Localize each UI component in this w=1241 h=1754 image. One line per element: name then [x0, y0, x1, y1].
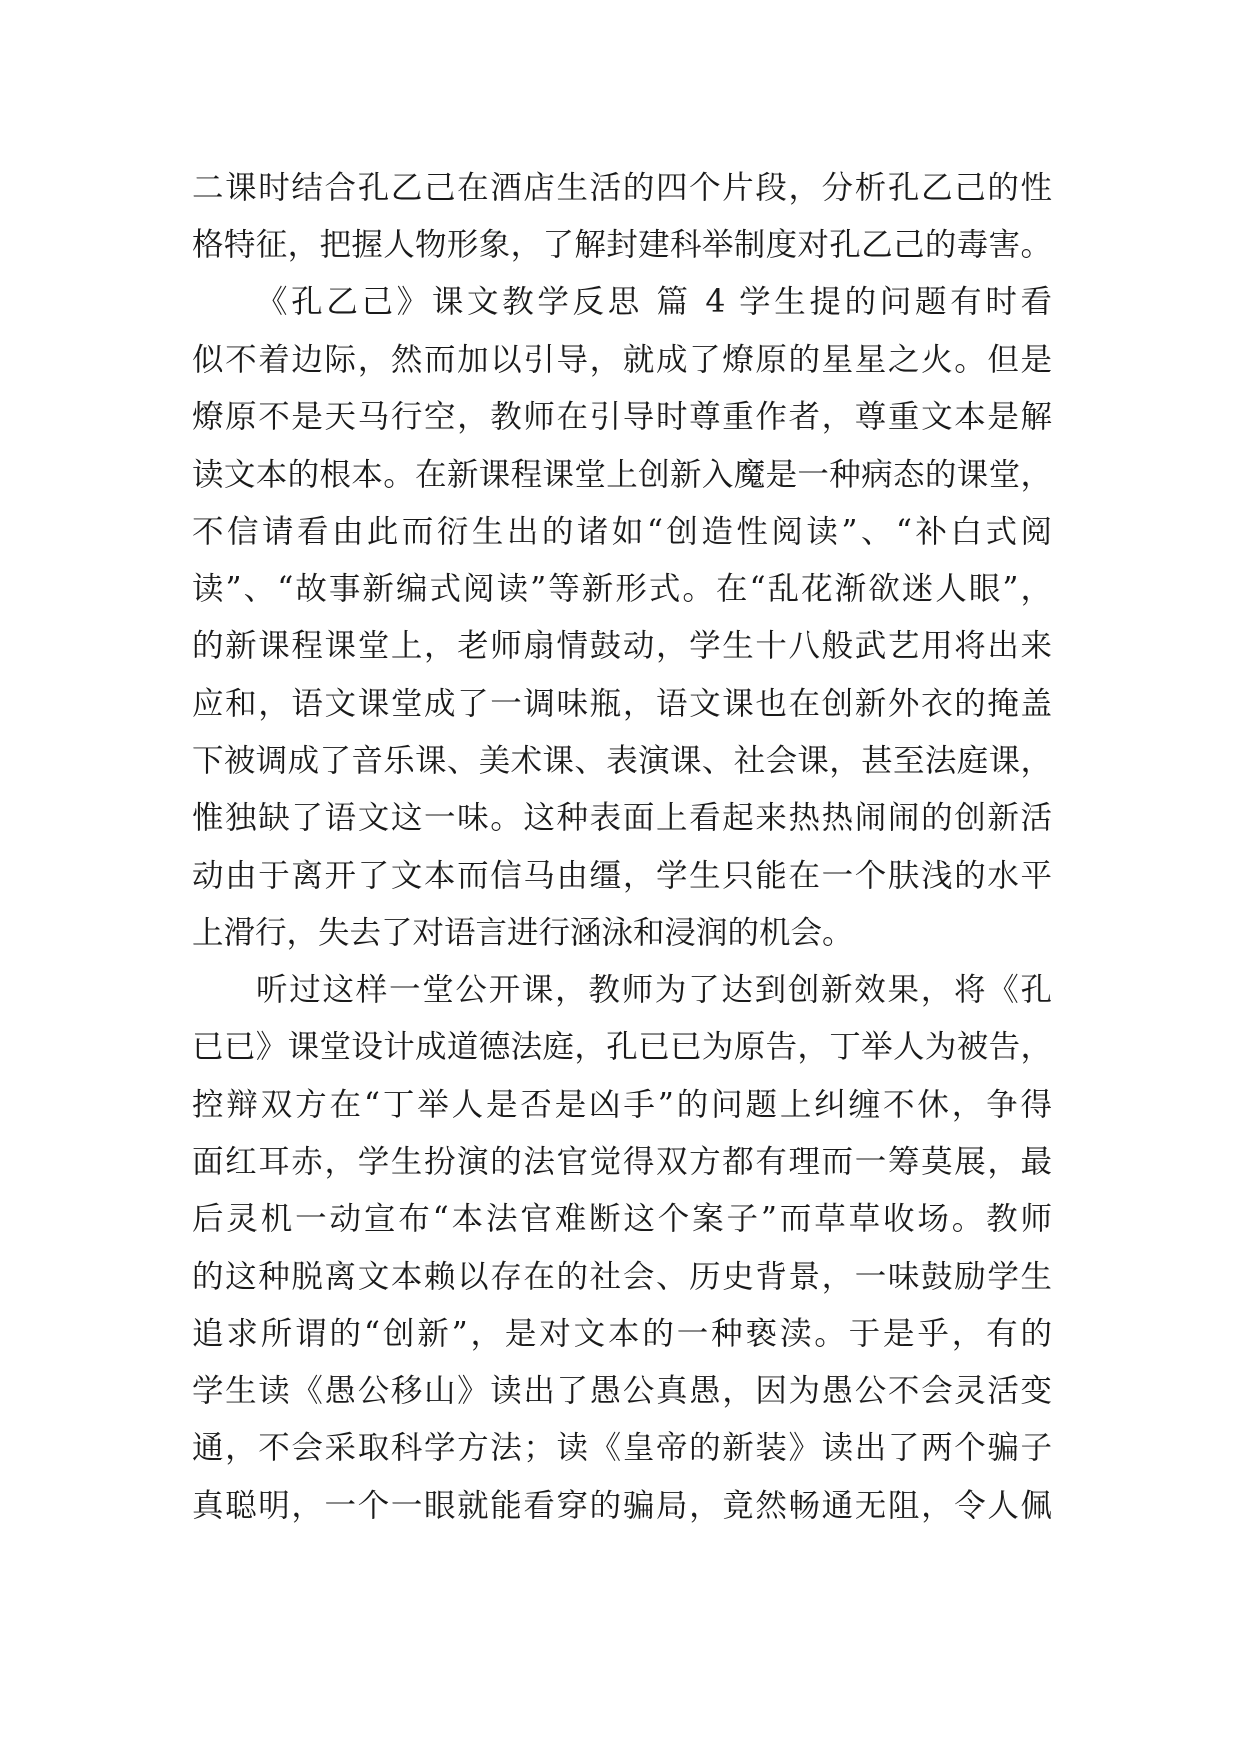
- text-line: 的这种脱离文本赖以存在的社会、历史背景，一味鼓励学生: [192, 1259, 1052, 1295]
- text-line: 动由于离开了文本而信马由缰，学生只能在一个肤浅的水平: [192, 858, 1052, 894]
- text-line: 真聪明，一个一眼就能看穿的骗局，竟然畅通无阻，令人佩: [192, 1488, 1052, 1524]
- text-line: 读文本的根本。在新课程课堂上创新入魔是一种病态的课堂，: [192, 457, 1052, 493]
- text-line: 不信请看由此而衍生出的诸如“创造性阅读”、“补白式阅: [192, 514, 1052, 550]
- section-heading-line: 《孔乙己》课文教学反思 篇 4 学生提的问题有时看: [256, 284, 1052, 320]
- text-line: 读”、“故事新编式阅读”等新形式。在“乱花渐欲迷人眼”，: [192, 571, 1052, 607]
- text-line: 燎原不是天马行空，教师在引导时尊重作者，尊重文本是解: [192, 399, 1052, 435]
- paragraph-first-line: 听过这样一堂公开课，教师为了达到创新效果，将《孔: [256, 972, 1052, 1008]
- text-line: 惟独缺了语文这一味。这种表面上看起来热热闹闹的创新活: [192, 800, 1052, 836]
- text-line: 已已》课堂设计成道德法庭，孔已已为原告，丁举人为被告，: [192, 1029, 1052, 1065]
- text-line: 格特征，把握人物形象，了解封建科举制度对孔乙己的毒害。: [192, 227, 1052, 263]
- text-line: 下被调成了音乐课、美术课、表演课、社会课，甚至法庭课，: [192, 743, 1052, 779]
- text-line: 面红耳赤，学生扮演的法官觉得双方都有理而一筹莫展，最: [192, 1144, 1052, 1180]
- text-line: 应和，语文课堂成了一调味瓶，语文课也在创新外衣的掩盖: [192, 686, 1052, 722]
- text-line: 控辩双方在“丁举人是否是凶手”的问题上纠缠不休，争得: [192, 1087, 1052, 1123]
- text-line: 二课时结合孔乙己在酒店生活的四个片段，分析孔乙己的性: [192, 170, 1052, 206]
- text-line: 似不着边际，然而加以引导，就成了燎原的星星之火。但是: [192, 342, 1052, 378]
- text-line: 追求所谓的“创新”，是对文本的一种亵渎。于是乎，有的: [192, 1316, 1052, 1352]
- text-line: 后灵机一动宣布“本法官难断这个案子”而草草收场。教师: [192, 1201, 1052, 1237]
- text-line: 学生读《愚公移山》读出了愚公真愚，因为愚公不会灵活变: [192, 1373, 1052, 1409]
- text-line: 通，不会采取科学方法；读《皇帝的新装》读出了两个骗子: [192, 1430, 1052, 1466]
- text-line: 的新课程课堂上，老师扇情鼓动，学生十八般武艺用将出来: [192, 628, 1052, 664]
- text-line: 上滑行，失去了对语言进行涵泳和浸润的机会。: [192, 915, 854, 951]
